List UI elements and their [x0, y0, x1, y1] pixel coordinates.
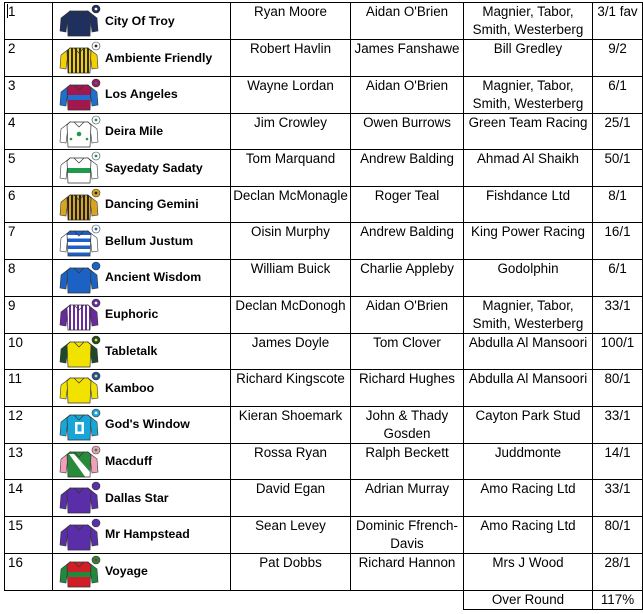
runner-horse-cell: [53, 3, 231, 40]
jockey-name: Declan McDonogh: [231, 296, 351, 333]
jockey-name: David Egan: [231, 480, 351, 517]
runner-row: [5, 516, 643, 553]
runner-horse-cell: [53, 40, 231, 77]
runner-number: 8: [5, 259, 53, 296]
owner-name: Godolphin: [464, 259, 593, 296]
runner-row: [5, 333, 643, 370]
odds-value: 33/1: [593, 480, 643, 517]
jockey-name: Tom Marquand: [231, 150, 351, 187]
runner-number: 13: [5, 443, 53, 480]
trainer-name: Tom Clover: [351, 333, 464, 370]
runner-horse-cell: [53, 516, 231, 553]
runner-number: 12: [5, 406, 53, 443]
trainer-name: Aidan O'Brien: [351, 76, 464, 113]
trainer-name: Richard Hughes: [351, 370, 464, 407]
runner-horse-cell: [53, 223, 231, 260]
horse-name: Deira Mile: [105, 124, 164, 139]
trainer-name: Dominic Ffrench-Davis: [351, 516, 464, 553]
odds-value: 14/1: [593, 443, 643, 480]
runner-horse-cell: [53, 186, 231, 223]
horse-name: Tabletalk: [105, 344, 158, 359]
jockey-name: Kieran Shoemark: [231, 406, 351, 443]
over-round-value: 117%: [593, 590, 643, 609]
runner-row: [5, 113, 643, 150]
horse-name: Los Angeles: [105, 87, 178, 102]
trainer-name: Aidan O'Brien: [351, 3, 464, 40]
runner-row: [5, 480, 643, 517]
jockey-name: Ryan Moore: [231, 3, 351, 40]
runner-row: [5, 40, 643, 77]
trainer-name: John & Thady Gosden: [351, 406, 464, 443]
jockey-silks-icon: [57, 298, 101, 331]
trainer-name: Aidan O'Brien: [351, 296, 464, 333]
jockey-silks-icon: [57, 408, 101, 441]
horse-name: Dallas Star: [105, 490, 169, 505]
jockey-silks-icon: [57, 115, 101, 148]
runner-number: 10: [5, 333, 53, 370]
runner-horse-cell: [53, 480, 231, 517]
horse-name: Mr Hampstead: [105, 527, 190, 542]
runner-number: 1: [5, 3, 53, 40]
runner-horse-cell: [53, 76, 231, 113]
runner-number: 4: [5, 113, 53, 150]
jockey-name: Wayne Lordan: [231, 76, 351, 113]
runner-horse-cell: [53, 553, 231, 590]
jockey-silks-icon: [57, 261, 101, 294]
runner-horse-cell: [53, 113, 231, 150]
jockey-silks-icon: [57, 371, 101, 404]
runner-row: [5, 186, 643, 223]
jockey-silks-icon: [57, 555, 101, 588]
odds-value: 28/1: [593, 553, 643, 590]
jockey-name: Sean Levey: [231, 516, 351, 553]
runner-horse-cell: [53, 259, 231, 296]
runner-row: [5, 3, 643, 40]
runner-number: 3: [5, 76, 53, 113]
runner-row: [5, 406, 643, 443]
jockey-silks-icon: [57, 4, 101, 37]
jockey-name: Oisin Murphy: [231, 223, 351, 260]
over-round-label: Over Round: [464, 590, 593, 609]
owner-name: Bill Gredley: [464, 40, 593, 77]
jockey-name: Robert Havlin: [231, 40, 351, 77]
owner-name: Amo Racing Ltd: [464, 516, 593, 553]
jockey-name: Richard Kingscote: [231, 370, 351, 407]
odds-value: 80/1: [593, 370, 643, 407]
odds-value: 8/1: [593, 186, 643, 223]
trainer-name: James Fanshawe: [351, 40, 464, 77]
odds-value: 100/1: [593, 333, 643, 370]
trainer-name: Richard Hannon: [351, 553, 464, 590]
odds-value: 25/1: [593, 113, 643, 150]
runner-number: 6: [5, 186, 53, 223]
empty-cell: [5, 590, 53, 609]
jockey-silks-icon: [57, 151, 101, 184]
runner-horse-cell: [53, 443, 231, 480]
horse-name: God's Window: [105, 417, 190, 432]
odds-value: 80/1: [593, 516, 643, 553]
owner-name: Mrs J Wood: [464, 553, 593, 590]
empty-cell: [53, 590, 231, 609]
trainer-name: Adrian Murray: [351, 480, 464, 517]
runner-number: 5: [5, 150, 53, 187]
owner-name: Abdulla Al Mansoori: [464, 370, 593, 407]
jockey-name: Declan McMonagle: [231, 186, 351, 223]
empty-cell: [231, 590, 464, 609]
runner-row: [5, 370, 643, 407]
trainer-name: Andrew Balding: [351, 223, 464, 260]
horse-name: Ancient Wisdom: [105, 270, 202, 285]
runner-number: 15: [5, 516, 53, 553]
odds-value: 16/1: [593, 223, 643, 260]
jockey-name: Jim Crowley: [231, 113, 351, 150]
owner-name: Magnier, Tabor, Smith, Westerberg: [464, 76, 593, 113]
horse-name: Macduff: [105, 454, 153, 469]
horse-name: Bellum Justum: [105, 233, 194, 248]
owner-name: Green Team Racing: [464, 113, 593, 150]
horse-name: Dancing Gemini: [105, 197, 199, 212]
odds-value: 33/1: [593, 296, 643, 333]
jockey-silks-icon: [57, 445, 101, 478]
horse-name: Sayedaty Sadaty: [105, 160, 203, 175]
runner-horse-cell: [53, 406, 231, 443]
owner-name: Amo Racing Ltd: [464, 480, 593, 517]
runner-number: 11: [5, 370, 53, 407]
runner-number: 2: [5, 40, 53, 77]
trainer-name: Charlie Appleby: [351, 259, 464, 296]
horse-name: Ambiente Friendly: [105, 50, 213, 65]
runner-row: [5, 296, 643, 333]
odds-value: 6/1: [593, 76, 643, 113]
owner-name: Magnier, Tabor, Smith, Westerberg: [464, 3, 593, 40]
owner-name: Fishdance Ltd: [464, 186, 593, 223]
racecard-table: [4, 2, 643, 610]
trainer-name: Roger Teal: [351, 186, 464, 223]
trainer-name: Ralph Beckett: [351, 443, 464, 480]
runner-horse-cell: [53, 370, 231, 407]
runner-number: 7: [5, 223, 53, 260]
trainer-name: Owen Burrows: [351, 113, 464, 150]
odds-value: 3/1 fav: [593, 3, 643, 40]
runner-row: [5, 150, 643, 187]
owner-name: Ahmad Al Shaikh: [464, 150, 593, 187]
owner-name: Juddmonte: [464, 443, 593, 480]
runner-horse-cell: [53, 150, 231, 187]
runner-horse-cell: [53, 333, 231, 370]
runner-row: [5, 223, 643, 260]
runner-row: [5, 553, 643, 590]
odds-value: 33/1: [593, 406, 643, 443]
runner-number: 14: [5, 480, 53, 517]
owner-name: King Power Racing: [464, 223, 593, 260]
odds-value: 6/1: [593, 259, 643, 296]
jockey-name: Rossa Ryan: [231, 443, 351, 480]
owner-name: Magnier, Tabor, Smith, Westerberg: [464, 296, 593, 333]
jockey-silks-icon: [57, 518, 101, 551]
runner-row: [5, 259, 643, 296]
horse-name: Voyage: [105, 564, 148, 579]
runner-number: 9: [5, 296, 53, 333]
runner-row: [5, 443, 643, 480]
horse-name: City Of Troy: [105, 13, 175, 28]
racecard-body: [5, 3, 643, 610]
jockey-silks-icon: [57, 481, 101, 514]
horse-name: Euphoric: [105, 307, 159, 322]
runner-horse-cell: [53, 296, 231, 333]
jockey-silks-icon: [57, 335, 101, 368]
trainer-name: Andrew Balding: [351, 150, 464, 187]
jockey-silks-icon: [57, 188, 101, 221]
jockey-silks-icon: [57, 78, 101, 111]
horse-name: Kamboo: [105, 380, 155, 395]
jockey-name: Pat Dobbs: [231, 553, 351, 590]
owner-name: Abdulla Al Mansoori: [464, 333, 593, 370]
jockey-name: William Buick: [231, 259, 351, 296]
jockey-name: James Doyle: [231, 333, 351, 370]
jockey-silks-icon: [57, 41, 101, 74]
odds-value: 9/2: [593, 40, 643, 77]
runner-number: 16: [5, 553, 53, 590]
over-round-row: [5, 590, 643, 609]
jockey-silks-icon: [57, 224, 101, 257]
runner-row: [5, 76, 643, 113]
owner-name: Cayton Park Stud: [464, 406, 593, 443]
odds-value: 50/1: [593, 150, 643, 187]
